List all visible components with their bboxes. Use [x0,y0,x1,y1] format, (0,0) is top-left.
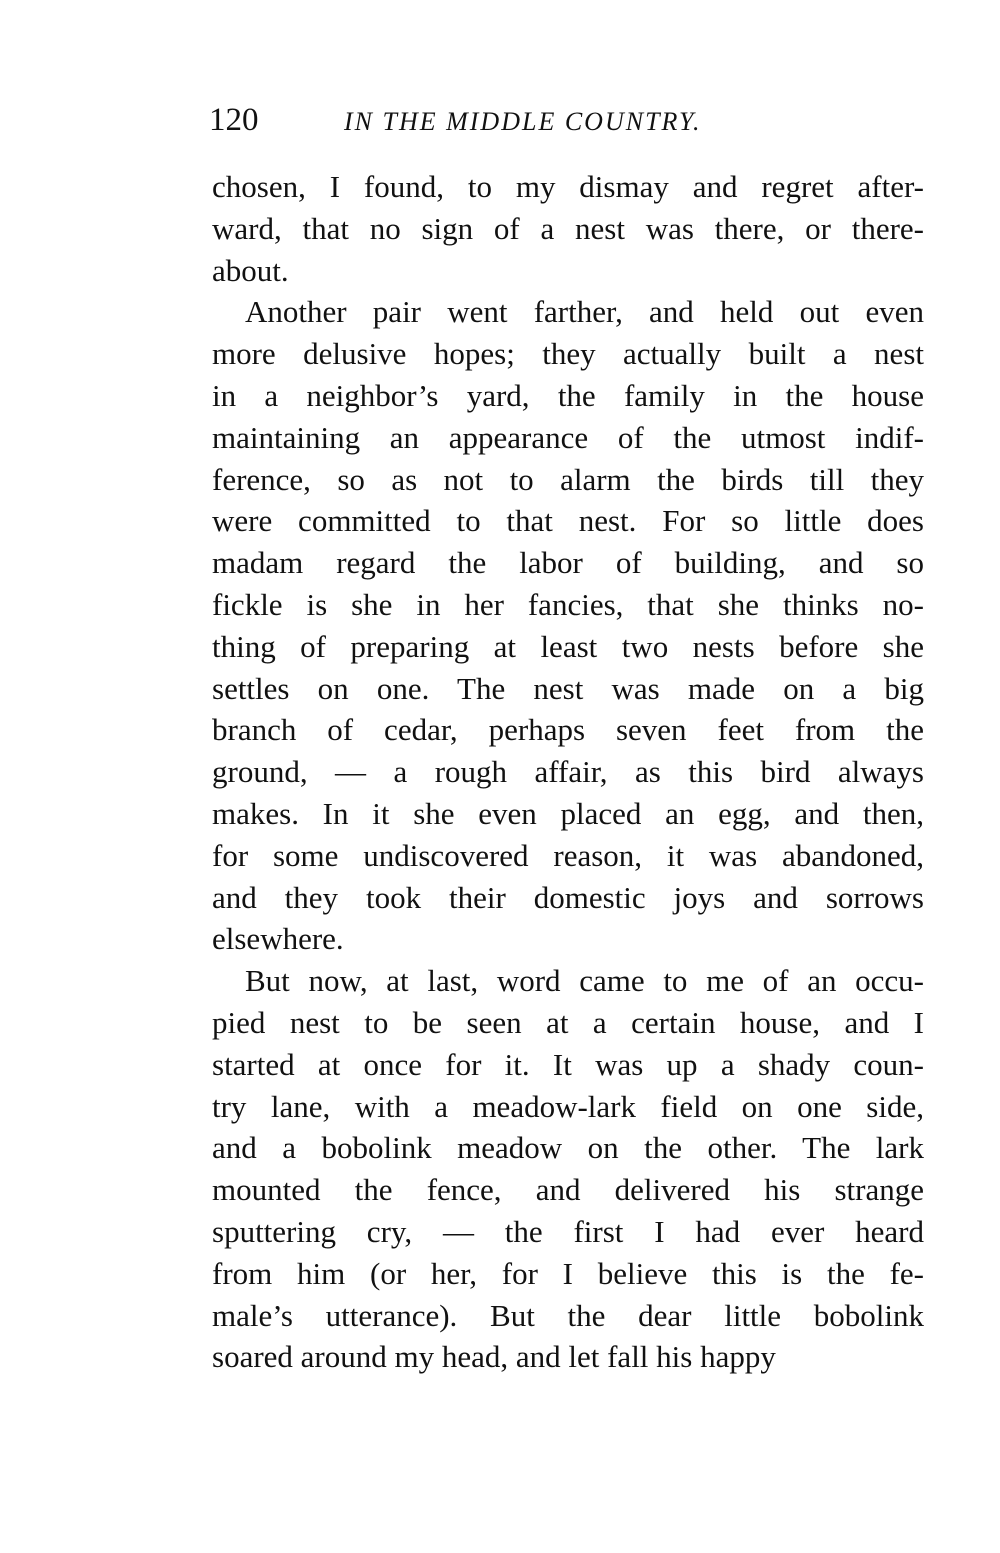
text-line: and they took their domestic joys and sorrows [212,879,924,915]
text-line: ward, that no sign of a nest was there, or there- [212,210,924,246]
text-line: and a bobolink meadow on the other. The lark [212,1130,924,1166]
text-line: Another pair went farther, and held out even [245,294,924,330]
text-line: started at once for it. It was up a shady coun- [212,1046,924,1082]
text-line: for some undiscovered reason, it was abandoned, [212,837,924,873]
text-line: settles on one. The nest was made on a big [212,670,924,706]
text-line: in a neighbor’s yard, the family in the house [212,377,924,413]
text-line: male’s utterance). But the dear little bobolink [212,1297,924,1333]
text-line: elsewhere. [212,921,344,957]
text-line: fickle is she in her fancies, that she thinks no- [212,586,924,622]
text-line: more delusive hopes; they actually built a nest [212,336,924,372]
text-line: chosen, I found, to my dismay and regret after- [212,169,924,204]
text-line: But now, at last, word came to me of an occu- [245,963,924,999]
text-line: branch of cedar, perhaps seven feet from the [212,712,924,748]
text-line: madam regard the labor of building, and so [212,545,924,581]
body-text [212,166,924,1378]
paragraph [212,960,924,1378]
running-title: IN THE MIDDLE COUNTRY. [344,107,702,136]
text-line: soared around my head, and let fall his happy [212,1339,776,1375]
text-line: ference, so as not to alarm the birds till they [212,461,924,497]
text-line: ground, — a rough affair, as this bird always [212,754,924,790]
page-number: 120 [209,102,259,138]
text-line: about. [212,252,289,288]
running-head [209,100,789,140]
text-line: try lane, with a meadow-lark field on one side, [212,1088,924,1124]
text-line: thing of preparing at least two nests before she [212,628,924,664]
text-line: maintaining an appearance of the utmost indif- [212,419,924,455]
text-line: makes. In it she even placed an egg, and then, [212,795,924,831]
paragraph [212,166,924,291]
text-line: mounted the fence, and delivered his strange [212,1172,924,1208]
text-line: were committed to that nest. For so little does [212,503,924,539]
text-line: from him (or her, for I believe this is the fe- [212,1255,924,1291]
paragraph [212,291,924,960]
text-line: pied nest to be seen at a certain house, and I [212,1004,924,1040]
text-line: sputtering cry, — the first I had ever heard [212,1213,924,1249]
